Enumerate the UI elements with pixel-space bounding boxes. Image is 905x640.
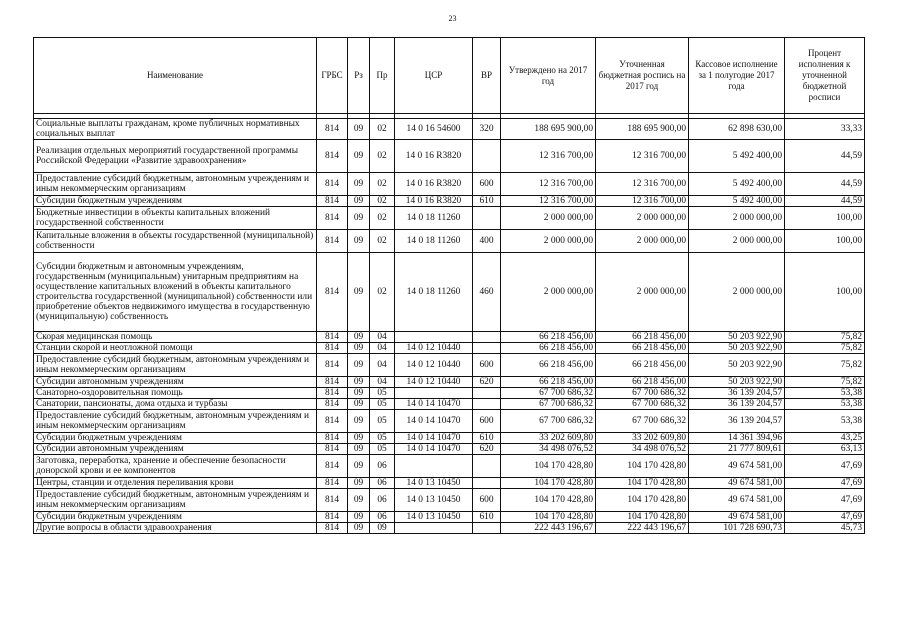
cell-name: Станции скорой и неотложной помощи bbox=[34, 343, 317, 354]
table-row bbox=[34, 230, 865, 253]
cell-approved: 188 695 900,00 bbox=[501, 119, 596, 140]
cell-percent: 44,59 bbox=[785, 196, 865, 207]
cell-approved: 67 700 686,32 bbox=[501, 399, 596, 410]
cell-percent: 75,82 bbox=[785, 343, 865, 354]
cell-cash: 14 361 394,96 bbox=[689, 433, 785, 444]
cell-grbs: 814 bbox=[317, 410, 348, 433]
cell-csr: 14 0 16 R3820 bbox=[395, 196, 473, 207]
cell-pr: 06 bbox=[370, 478, 395, 489]
cell-percent: 53,38 bbox=[785, 399, 865, 410]
cell-vr: 610 bbox=[473, 433, 501, 444]
cell-grbs: 814 bbox=[317, 433, 348, 444]
cell-approved: 67 700 686,32 bbox=[501, 410, 596, 433]
cell-grbs: 814 bbox=[317, 455, 348, 478]
cell-percent: 45,73 bbox=[785, 523, 865, 534]
cell-vr: 620 bbox=[473, 377, 501, 388]
cell-vr bbox=[473, 332, 501, 343]
cell-name: Реализация отдельных мероприятий государственной программы Российской Федерации «Развитие здравоохранения» bbox=[34, 140, 317, 173]
cell-csr: 14 0 18 11260 bbox=[395, 207, 473, 230]
cell-csr: 14 0 18 11260 bbox=[395, 253, 473, 332]
cell-approved: 2 000 000,00 bbox=[501, 207, 596, 230]
cell-refined: 34 498 076,52 bbox=[596, 444, 689, 455]
cell-csr: 14 0 13 10450 bbox=[395, 512, 473, 523]
table-row bbox=[34, 523, 865, 534]
cell-rz: 09 bbox=[348, 207, 370, 230]
cell-refined: 12 316 700,00 bbox=[596, 196, 689, 207]
cell-rz: 09 bbox=[348, 523, 370, 534]
cell-approved: 66 218 456,00 bbox=[501, 377, 596, 388]
table-row bbox=[34, 388, 865, 399]
cell-vr: 610 bbox=[473, 512, 501, 523]
cell-vr: 460 bbox=[473, 253, 501, 332]
table-row bbox=[34, 140, 865, 173]
cell-pr: 02 bbox=[370, 253, 395, 332]
cell-grbs: 814 bbox=[317, 444, 348, 455]
cell-refined: 66 218 456,00 bbox=[596, 377, 689, 388]
cell-pr: 04 bbox=[370, 354, 395, 377]
cell-rz: 09 bbox=[348, 354, 370, 377]
cell-vr bbox=[473, 455, 501, 478]
cell-name: Субсидии бюджетным учреждениям bbox=[34, 433, 317, 444]
cell-percent: 63,13 bbox=[785, 444, 865, 455]
budget-table bbox=[33, 37, 865, 534]
cell-cash: 49 674 581,00 bbox=[689, 455, 785, 478]
cell-csr: 14 0 14 10470 bbox=[395, 410, 473, 433]
cell-name: Скорая медицинская помощь bbox=[34, 332, 317, 343]
cell-name: Субсидии бюджетным и автономным учреждениям, государственным (муниципальным) унитарным предприятиям на осуществление капитальных вложений в объекты капитального строительства государственной (муниципальной) собственности или приобретение объектов недвижимого имущества в государственную (муниципальную) собственность bbox=[34, 253, 317, 332]
cell-vr: 620 bbox=[473, 444, 501, 455]
header-refined: Уточненная бюджетная роспись на 2017 год bbox=[596, 38, 689, 114]
table-row bbox=[34, 455, 865, 478]
cell-cash: 21 777 809,61 bbox=[689, 444, 785, 455]
cell-rz: 09 bbox=[348, 399, 370, 410]
cell-refined: 66 218 456,00 bbox=[596, 354, 689, 377]
cell-rz: 09 bbox=[348, 253, 370, 332]
cell-grbs: 814 bbox=[317, 512, 348, 523]
cell-percent: 53,38 bbox=[785, 410, 865, 433]
cell-approved: 104 170 428,80 bbox=[501, 489, 596, 512]
cell-rz: 09 bbox=[348, 332, 370, 343]
cell-percent: 44,59 bbox=[785, 173, 865, 196]
cell-percent: 75,82 bbox=[785, 377, 865, 388]
cell-pr: 04 bbox=[370, 332, 395, 343]
cell-csr: 14 0 16 54600 bbox=[395, 119, 473, 140]
header-pr: Пр bbox=[370, 38, 395, 114]
cell-approved: 67 700 686,32 bbox=[501, 388, 596, 399]
cell-vr: 600 bbox=[473, 489, 501, 512]
cell-pr: 05 bbox=[370, 444, 395, 455]
cell-percent: 75,82 bbox=[785, 332, 865, 343]
cell-vr bbox=[473, 388, 501, 399]
cell-refined: 67 700 686,32 bbox=[596, 399, 689, 410]
cell-cash: 50 203 922,90 bbox=[689, 354, 785, 377]
cell-rz: 09 bbox=[348, 119, 370, 140]
cell-rz: 09 bbox=[348, 444, 370, 455]
table-header-row bbox=[34, 38, 865, 114]
table-row bbox=[34, 332, 865, 343]
cell-approved: 2 000 000,00 bbox=[501, 253, 596, 332]
cell-approved: 222 443 196,67 bbox=[501, 523, 596, 534]
cell-pr: 09 bbox=[370, 523, 395, 534]
cell-approved: 66 218 456,00 bbox=[501, 354, 596, 377]
cell-name: Санатории, пансионаты, дома отдыха и турбазы bbox=[34, 399, 317, 410]
cell-rz: 09 bbox=[348, 478, 370, 489]
cell-pr: 05 bbox=[370, 433, 395, 444]
table-row bbox=[34, 173, 865, 196]
cell-refined: 2 000 000,00 bbox=[596, 253, 689, 332]
cell-csr: 14 0 13 10450 bbox=[395, 489, 473, 512]
cell-cash: 62 898 630,00 bbox=[689, 119, 785, 140]
table-row bbox=[34, 253, 865, 332]
cell-cash: 5 492 400,00 bbox=[689, 140, 785, 173]
cell-csr: 14 0 16 R3820 bbox=[395, 140, 473, 173]
cell-grbs: 814 bbox=[317, 388, 348, 399]
cell-grbs: 814 bbox=[317, 196, 348, 207]
cell-vr: 610 bbox=[473, 196, 501, 207]
header-percent: Процент исполнения к уточненной бюджетной росписи bbox=[785, 38, 865, 114]
header-cash: Кассовое исполнение за 1 полугодие 2017 года bbox=[689, 38, 785, 114]
cell-refined: 12 316 700,00 bbox=[596, 140, 689, 173]
cell-percent: 53,38 bbox=[785, 388, 865, 399]
cell-refined: 104 170 428,80 bbox=[596, 512, 689, 523]
cell-cash: 50 203 922,90 bbox=[689, 377, 785, 388]
cell-rz: 09 bbox=[348, 512, 370, 523]
table-row bbox=[34, 489, 865, 512]
table-row bbox=[34, 207, 865, 230]
table-row bbox=[34, 343, 865, 354]
cell-cash: 49 674 581,00 bbox=[689, 512, 785, 523]
cell-cash: 5 492 400,00 bbox=[689, 173, 785, 196]
cell-pr: 06 bbox=[370, 489, 395, 512]
cell-pr: 02 bbox=[370, 207, 395, 230]
cell-approved: 12 316 700,00 bbox=[501, 196, 596, 207]
cell-refined: 104 170 428,80 bbox=[596, 478, 689, 489]
cell-csr: 14 0 13 10450 bbox=[395, 478, 473, 489]
cell-grbs: 814 bbox=[317, 399, 348, 410]
cell-cash: 101 728 690,73 bbox=[689, 523, 785, 534]
cell-refined: 104 170 428,80 bbox=[596, 455, 689, 478]
cell-grbs: 814 bbox=[317, 332, 348, 343]
cell-pr: 04 bbox=[370, 377, 395, 388]
cell-grbs: 814 bbox=[317, 207, 348, 230]
cell-name: Бюджетные инвестиции в объекты капитальных вложений государственной собственности bbox=[34, 207, 317, 230]
cell-vr: 400 bbox=[473, 230, 501, 253]
cell-approved: 34 498 076,52 bbox=[501, 444, 596, 455]
cell-approved: 33 202 609,80 bbox=[501, 433, 596, 444]
cell-name: Субсидии бюджетным учреждениям bbox=[34, 512, 317, 523]
cell-csr: 14 0 12 10440 bbox=[395, 343, 473, 354]
cell-percent: 44,59 bbox=[785, 140, 865, 173]
cell-name: Центры, станции и отделения переливания крови bbox=[34, 478, 317, 489]
cell-vr: 600 bbox=[473, 173, 501, 196]
cell-csr: 14 0 14 10470 bbox=[395, 433, 473, 444]
cell-csr: 14 0 18 11260 bbox=[395, 230, 473, 253]
cell-pr: 05 bbox=[370, 388, 395, 399]
cell-rz: 09 bbox=[348, 196, 370, 207]
cell-approved: 66 218 456,00 bbox=[501, 332, 596, 343]
cell-grbs: 814 bbox=[317, 489, 348, 512]
cell-refined: 2 000 000,00 bbox=[596, 230, 689, 253]
cell-vr bbox=[473, 343, 501, 354]
cell-rz: 09 bbox=[348, 140, 370, 173]
table-row bbox=[34, 354, 865, 377]
table-row bbox=[34, 410, 865, 433]
cell-refined: 66 218 456,00 bbox=[596, 332, 689, 343]
cell-name: Социальные выплаты гражданам, кроме публичных нормативных социальных выплат bbox=[34, 119, 317, 140]
cell-grbs: 814 bbox=[317, 253, 348, 332]
cell-csr bbox=[395, 332, 473, 343]
cell-grbs: 814 bbox=[317, 354, 348, 377]
cell-pr: 06 bbox=[370, 512, 395, 523]
cell-name: Субсидии автономным учреждениям bbox=[34, 377, 317, 388]
cell-vr: 600 bbox=[473, 410, 501, 433]
cell-refined: 12 316 700,00 bbox=[596, 173, 689, 196]
cell-cash: 36 139 204,57 bbox=[689, 388, 785, 399]
cell-cash: 2 000 000,00 bbox=[689, 253, 785, 332]
table-row bbox=[34, 399, 865, 410]
cell-percent: 100,00 bbox=[785, 207, 865, 230]
cell-name: Предоставление субсидий бюджетным, автономным учреждениям и иным некоммерческим организациям bbox=[34, 489, 317, 512]
cell-cash: 49 674 581,00 bbox=[689, 478, 785, 489]
cell-grbs: 814 bbox=[317, 119, 348, 140]
cell-approved: 66 218 456,00 bbox=[501, 343, 596, 354]
cell-csr: 14 0 16 R3820 bbox=[395, 173, 473, 196]
header-name: Наименование bbox=[34, 38, 317, 114]
cell-cash: 2 000 000,00 bbox=[689, 230, 785, 253]
cell-grbs: 814 bbox=[317, 377, 348, 388]
cell-name: Предоставление субсидий бюджетным, автономным учреждениям и иным некоммерческим организациям bbox=[34, 173, 317, 196]
cell-name: Предоставление субсидий бюджетным, автономным учреждениям и иным некоммерческим организациям bbox=[34, 410, 317, 433]
cell-cash: 36 139 204,57 bbox=[689, 399, 785, 410]
cell-cash: 5 492 400,00 bbox=[689, 196, 785, 207]
cell-name: Субсидии бюджетным учреждениям bbox=[34, 196, 317, 207]
cell-pr: 06 bbox=[370, 455, 395, 478]
header-csr: ЦСР bbox=[395, 38, 473, 114]
cell-rz: 09 bbox=[348, 433, 370, 444]
cell-grbs: 814 bbox=[317, 343, 348, 354]
table-row bbox=[34, 444, 865, 455]
table-row bbox=[34, 433, 865, 444]
table-row bbox=[34, 377, 865, 388]
cell-pr: 04 bbox=[370, 343, 395, 354]
cell-percent: 100,00 bbox=[785, 253, 865, 332]
cell-csr bbox=[395, 388, 473, 399]
cell-csr: 14 0 12 10440 bbox=[395, 377, 473, 388]
cell-rz: 09 bbox=[348, 489, 370, 512]
cell-refined: 33 202 609,80 bbox=[596, 433, 689, 444]
cell-refined: 2 000 000,00 bbox=[596, 207, 689, 230]
cell-refined: 222 443 196,67 bbox=[596, 523, 689, 534]
cell-vr: 600 bbox=[473, 354, 501, 377]
cell-rz: 09 bbox=[348, 388, 370, 399]
cell-approved: 12 316 700,00 bbox=[501, 140, 596, 173]
cell-vr bbox=[473, 523, 501, 534]
header-rz: Рз bbox=[348, 38, 370, 114]
cell-name: Субсидии автономным учреждениям bbox=[34, 444, 317, 455]
cell-grbs: 814 bbox=[317, 173, 348, 196]
cell-name: Другие вопросы в области здравоохранения bbox=[34, 523, 317, 534]
cell-vr: 320 bbox=[473, 119, 501, 140]
cell-vr bbox=[473, 399, 501, 410]
cell-approved: 12 316 700,00 bbox=[501, 173, 596, 196]
cell-pr: 05 bbox=[370, 399, 395, 410]
cell-rz: 09 bbox=[348, 377, 370, 388]
cell-csr: 14 0 14 10470 bbox=[395, 399, 473, 410]
table-row bbox=[34, 196, 865, 207]
cell-refined: 67 700 686,32 bbox=[596, 410, 689, 433]
cell-csr bbox=[395, 523, 473, 534]
cell-pr: 05 bbox=[370, 410, 395, 433]
cell-percent: 43,25 bbox=[785, 433, 865, 444]
cell-refined: 66 218 456,00 bbox=[596, 343, 689, 354]
cell-grbs: 814 bbox=[317, 478, 348, 489]
cell-percent: 75,82 bbox=[785, 354, 865, 377]
cell-name: Предоставление субсидий бюджетным, автономным учреждениям и иным некоммерческим организациям bbox=[34, 354, 317, 377]
table-row bbox=[34, 119, 865, 140]
cell-grbs: 814 bbox=[317, 523, 348, 534]
cell-pr: 02 bbox=[370, 119, 395, 140]
cell-percent: 47,69 bbox=[785, 489, 865, 512]
cell-rz: 09 bbox=[348, 410, 370, 433]
cell-rz: 09 bbox=[348, 173, 370, 196]
cell-pr: 02 bbox=[370, 140, 395, 173]
cell-csr: 14 0 12 10440 bbox=[395, 354, 473, 377]
cell-cash: 36 139 204,57 bbox=[689, 410, 785, 433]
cell-vr bbox=[473, 140, 501, 173]
cell-csr bbox=[395, 455, 473, 478]
cell-pr: 02 bbox=[370, 196, 395, 207]
cell-percent: 47,69 bbox=[785, 512, 865, 523]
cell-cash: 50 203 922,90 bbox=[689, 332, 785, 343]
header-grbs: ГРБС bbox=[317, 38, 348, 114]
cell-percent: 47,69 bbox=[785, 455, 865, 478]
cell-vr bbox=[473, 478, 501, 489]
cell-pr: 02 bbox=[370, 173, 395, 196]
cell-percent: 47,69 bbox=[785, 478, 865, 489]
table-row bbox=[34, 478, 865, 489]
cell-approved: 104 170 428,80 bbox=[501, 478, 596, 489]
cell-grbs: 814 bbox=[317, 140, 348, 173]
cell-refined: 188 695 900,00 bbox=[596, 119, 689, 140]
cell-vr bbox=[473, 207, 501, 230]
cell-name: Санаторно-оздоровительная помощь bbox=[34, 388, 317, 399]
cell-pr: 02 bbox=[370, 230, 395, 253]
table-row bbox=[34, 512, 865, 523]
cell-rz: 09 bbox=[348, 343, 370, 354]
cell-rz: 09 bbox=[348, 455, 370, 478]
cell-approved: 104 170 428,80 bbox=[501, 455, 596, 478]
cell-cash: 2 000 000,00 bbox=[689, 207, 785, 230]
cell-csr: 14 0 14 10470 bbox=[395, 444, 473, 455]
cell-refined: 104 170 428,80 bbox=[596, 489, 689, 512]
cell-rz: 09 bbox=[348, 230, 370, 253]
cell-refined: 67 700 686,32 bbox=[596, 388, 689, 399]
cell-cash: 49 674 581,00 bbox=[689, 489, 785, 512]
page-number: 23 bbox=[448, 14, 457, 23]
header-approved: Утверждено на 2017 год bbox=[501, 38, 596, 114]
cell-grbs: 814 bbox=[317, 230, 348, 253]
cell-cash: 50 203 922,90 bbox=[689, 343, 785, 354]
cell-percent: 100,00 bbox=[785, 230, 865, 253]
cell-name: Заготовка, переработка, хранение и обеспечение безопасности донорской крови и ее компонентов bbox=[34, 455, 317, 478]
cell-name: Капитальные вложения в объекты государственной (муниципальной) собственности bbox=[34, 230, 317, 253]
cell-approved: 104 170 428,80 bbox=[501, 512, 596, 523]
header-vr: ВР bbox=[473, 38, 501, 114]
table-body bbox=[34, 119, 865, 534]
cell-percent: 33,33 bbox=[785, 119, 865, 140]
cell-approved: 2 000 000,00 bbox=[501, 230, 596, 253]
